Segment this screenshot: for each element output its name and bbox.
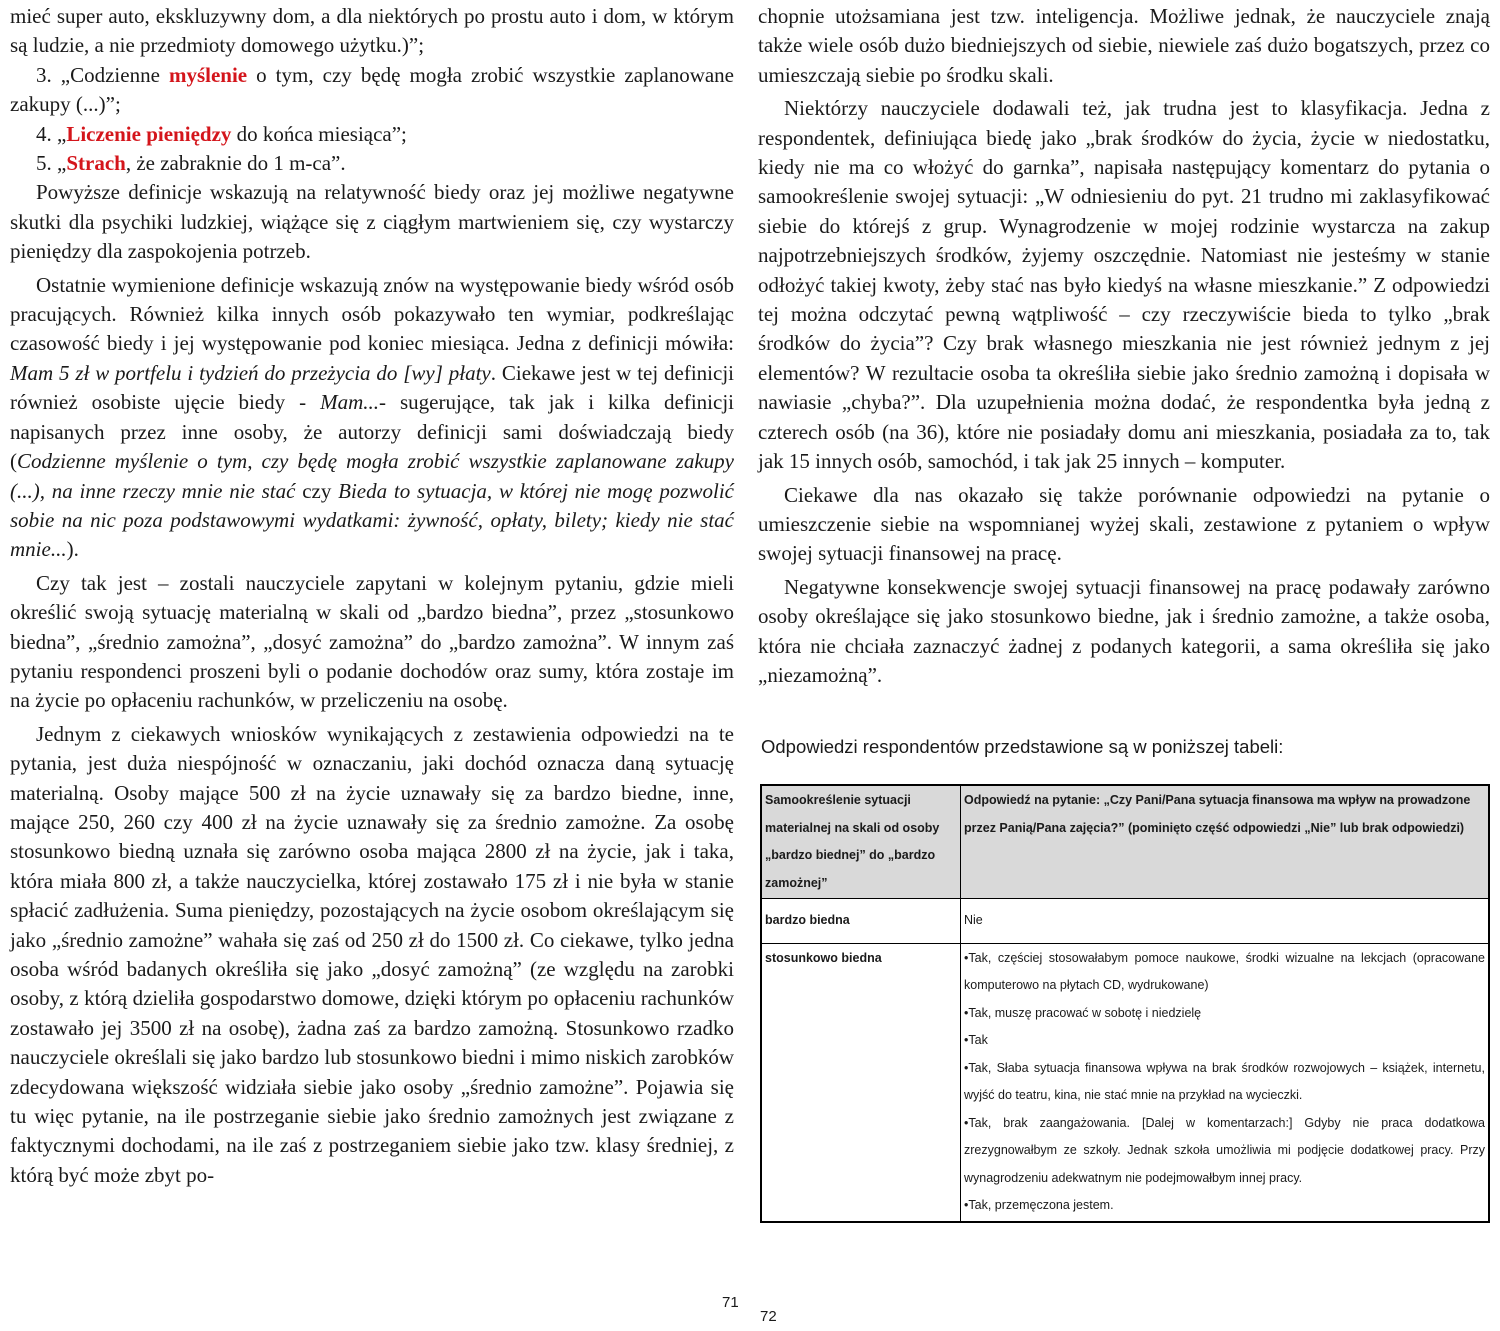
table-cell-category: stosunkowo biedna [761,943,961,1222]
left-page-column [10,2,734,1190]
table-cell-answers [961,943,1490,1222]
paragraph-continued: mieć super auto, ekskluzywny dom, a dla niektórych po prostu auto i dom, w którym są ludzie, a nie przedmioty domowego użytku.)”; [10,4,734,58]
responses-table [760,784,1490,1223]
table-header-row [761,785,1489,899]
highlight-term: Strach [66,151,126,176]
right-page-column [758,2,1490,690]
paragraph-continued: chopnie utożsamiana jest tzw. inteligencja. Możliwe jednak, że nauczyciele znają także wiele osób dużo biedniejszych od siebie, niewiele zaś dużo bogatszych, przez co umieszczają siebie po środku skali. [758,4,1490,87]
answer-item: •Tak, przemęczona jestem. [964,1198,1114,1212]
highlight-term: Liczenie pieniędzy [66,121,232,146]
table-caption: Odpowiedzi respondentów przedstawione są w poniższej tabeli: [761,736,1284,757]
answer-item: •Tak, częściej stosowałabym pomoce naukowe, środki wizualne na lekcjach (opracowane komputerowo na płytach CD, wydrukowane) [964,950,1485,992]
table-cell-answers: Nie [961,899,1490,944]
quote: Mam 5 zł w portfelu i tydzień do przeżycia do [wy] płaty [10,360,491,385]
quote: Mam... [320,390,380,415]
paragraph: Jednym z ciekawych wniosków wynikających z zestawienia odpowiedzi na te pytania, jest duża niespójność w oznaczaniu, jaki dochód oznacza daną sytuację materialną. Osoby mające 500 zł na życie uznawały się za bardzo biedne, inne, mające 250, 260 czy 400 zł na życie uznawały się za średnio zamożne. Za osobę stosunkowo biedną uznała się zarówno osoba mająca 2800 zł na życie, jak i taka, która miała 800 zł, a także nauczycielka, której zostawało 175 zł i nie była w stanie spłacić zadłużenia. Suma pieniędzy, pozostających na życie osobom określającym się jako „średnio zamożne” wahała się zaś od 250 zł do 1500 zł. Co ciekawe, tylko jedna osoba wśród badanych określiła się jako „dosyć zamożną” (ze względu na zarobki osoby, z którą dzieliła gospodarstwo domowe, dzięki którym po opłaceniu rachunków zostawało jej 3500 zł na osobę), żadna zaś za bardzo zamożną. Stosunkowo rzadko nauczyciele określali się jako bardzo lub stosunkowo biedni i mimo niskich zarobków zdecydowana większość widziała siebie jako osoby „średnio zamożne”. Pojawia się tu więc pytanie, na ile postrzeganie siebie jako średnio zamożnych jest związane z faktycznymi dochodami, na ile zaś z postrzeganiem siebie jako tzw. klasy średniej, z którą być może zbyt po- [10,721,734,1187]
definition-item-5: 5. „Strach, że zabraknie do 1 m-ca”. [36,151,346,176]
highlight-term: myślenie [168,62,248,87]
definition-item-4: 4. „Liczenie pieniędzy do końca miesiąca”; [36,121,407,146]
table-row [761,899,1489,944]
answer-item: •Tak, muszę pracować w sobotę i niedzielę [964,1005,1202,1020]
table-cell-category: bardzo biedna [761,899,961,944]
definition-item-3: 3. „Codzienne myślenie o tym, czy będę mogła zrobić wszystkie zaplanowane zakupy (...)”; [10,62,734,117]
table-header-cell: Odpowiedź na pytanie: „Czy Pani/Pana sytuacja finansowa ma wpływ na prowadzone przez Panią/Pana zajęcia?” (pominięto część odpowiedzi „Nie” lub brak odpowiedzi) [961,785,1490,899]
quote: Codzienne myślenie o tym, czy będę mogła zrobić wszystkie zaplanowane zakupy (...), na inne rzeczy mnie nie stać [10,449,734,503]
answer-item: •Tak [964,1033,988,1047]
paragraph: Powyższe definicje wskazują na relatywność biedy oraz jej możliwe negatywne skutki dla psychiki ludzkiej, wiążące się z ciągłym martwieniem się, czy wystarczy pieniędzy dla zaspokojenia potrzeb. [10,180,734,264]
paragraph: Ostatnie wymienione definicje wskazują znów na występowanie biedy wśród osób pracujących. Również kilka innych osób pokazywało ten wymiar, podkreślając czasowość biedy i jej występowanie pod koniec miesiąca. Jedna z definicji mówiła: Mam 5 zł w portfelu i tydzień do przeżycia do [wy] płaty. Ciekawe jest w tej definicji również osobiste ujęcie biedy - Mam...- sugerujące, tak jak i kilka definicji napisanych przez inne osoby, że autorzy definicji sami doświadczają biedy (Codzienne myślenie o tym, czy będę mogła zrobić wszystkie zaplanowane zakupy (...), na inne rzeczy mnie nie stać czy Bieda to sytuacja, w której nie mogę pozwolić sobie na nic poza podstawowymi wydatkami: żywność, opłaty, bilety; kiedy nie stać mnie...). [10,272,734,562]
table-header-cell: Samookreślenie sytuacji materialnej na skali od osoby „bardzo biednej” do „bardzo zamożnej” [761,785,961,899]
answer-item: •Tak, Słaba sytuacja finansowa wpływa na brak środków rozwojowych – książek, internetu, wyjść do teatru, kina, nie stać mnie na przykład na wycieczki. [964,1060,1485,1102]
paragraph: Ciekawe dla nas okazało się także porównanie odpowiedzi na pytanie o umieszczenie siebie na wspomnianej wyżej skali, zestawione z pytaniem o wpływ swojej sytuacji finansowej na pracę. [758,482,1490,566]
page-number-right: 72 [760,1308,777,1325]
paragraph: Czy tak jest – zostali nauczyciele zapytani w kolejnym pytaniu, gdzie mieli określić swoją sytuację materialną w skali od „bardzo biedna”, przez „stosunkowo biedna”, „średnio zamożna”, „dosyć zamożna” do „bardzo zamożna”. W innym zaś pytaniu respondenci proszeni byli o podanie dochodów oraz sumy, która zostaje im na życie po opłaceniu rachunków, w przeliczeniu na osobę. [10,570,734,713]
table-row [761,943,1489,1222]
paragraph: Niektórzy nauczyciele dodawali też, jak trudna jest to klasyfikacja. Jedna z respondentek, definiująca biedę jako „brak środków do życia, życie w niedostatku, kiedy nie ma co włożyć do garnka”, napisała następujący komentarz do pytania o samookreślenie swojej sytuacji: „W odniesieniu do pyt. 21 trudno mi zaklasyfikować siebie do którejś z grup. Wynagrodzenie w mojej rodzinie wystarcza na zakup najpotrzebniejszych środków, żyjemy oszczędnie. Natomiast nie jesteśmy w stanie odłożyć takiej kwoty, żeby stać nas było kiedyś na własne mieszkanie.” Z odpowiedzi tej można odczytać pewną wątpliwość – czy rzeczywiście bieda to tylko „brak środków do życia”? Czy brak własnego mieszkania nie jest również jednym z jej elementów? W rezultacie osoba ta określiła siebie jako średnio zamożną i dopisała w nawiasie „chyba?”. Dla uzupełnienia można dodać, że respondentka była jedną z czterech osób (na 36), które nie posiadały domu ani mieszkania, posiadała za to, tak jak 15 innych osób, samochód, i tak jak 25 innych – komputer. [758,96,1490,474]
quote: Bieda to sytuacja, w której nie mogę pozwolić sobie na nic poza podstawowymi wydatkami: żywność, opłaty, bilety; kiedy nie stać mnie... [10,478,734,562]
paragraph: Negatywne konsekwencje swojej sytuacji finansowej na pracę podawały zarówno osoby określające się jako stosunkowo biedne, jak i średnio zamożne, a także osoba, która nie chciała zaznaczyć żadnej z podanych kategorii, a sama określiła się jako „niezamożną”. [758,574,1490,687]
page-number-left: 71 [722,1294,739,1311]
answer-item: •Tak, brak zaangażowania. [Dalej w komentarzach:] Gdyby nie praca dodatkowa zrezygnowałbym ze szkoły. Jednak szkoła umożliwia mi podjęcie dodatkowej pracy. Przy wynagrodzeniu adekwatnym nie podejmowałbym innej pracy. [964,1115,1485,1185]
